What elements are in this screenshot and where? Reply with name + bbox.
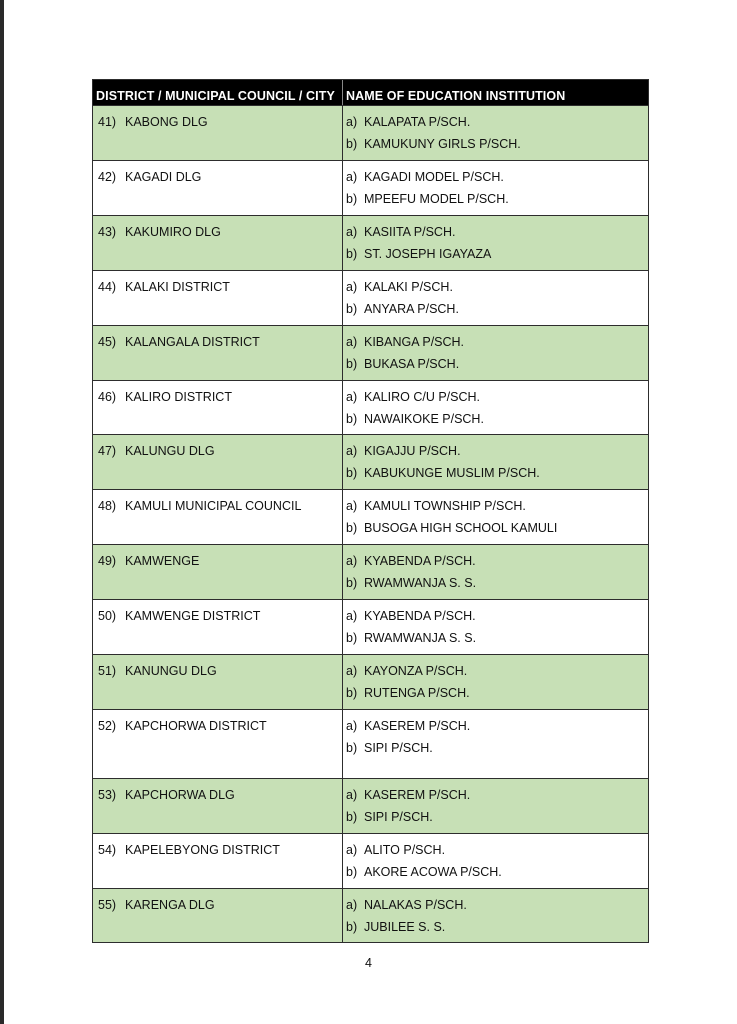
district-cell xyxy=(93,490,343,544)
institution-name: BUKASA P/SCH. xyxy=(364,357,460,371)
row-number: 44) xyxy=(98,280,117,294)
institution-name: KASIITA P/SCH. xyxy=(364,225,456,239)
table-row xyxy=(93,434,648,489)
district-name: KALIRO DISTRICT xyxy=(125,390,232,404)
table-row xyxy=(93,105,648,160)
table-row xyxy=(93,833,648,888)
institution-item xyxy=(343,788,648,810)
row-number: 55) xyxy=(98,898,117,912)
item-letter: b) xyxy=(346,865,358,879)
institution-item xyxy=(343,412,648,434)
institution-item xyxy=(343,444,648,466)
institution-cell xyxy=(343,161,648,215)
institution-item xyxy=(343,686,648,708)
page-number: 4 xyxy=(365,956,372,970)
institution-item xyxy=(343,898,648,920)
institution-cell xyxy=(343,490,648,544)
table-row xyxy=(93,544,648,599)
table-row xyxy=(93,215,648,270)
institution-cell xyxy=(343,326,648,380)
item-letter: a) xyxy=(346,170,358,184)
institution-item xyxy=(343,631,648,653)
district-cell xyxy=(93,545,343,599)
table-body xyxy=(93,105,648,942)
table-row xyxy=(93,654,648,709)
table-row xyxy=(93,325,648,380)
institution-item xyxy=(343,302,648,324)
institution-name: SIPI P/SCH. xyxy=(364,741,433,755)
institution-name: BUSOGA HIGH SCHOOL KAMULI xyxy=(364,521,558,535)
district-name: KANUNGU DLG xyxy=(125,664,217,678)
institution-item xyxy=(343,521,648,543)
item-letter: a) xyxy=(346,335,358,349)
row-number: 47) xyxy=(98,444,117,458)
district-cell xyxy=(93,106,343,160)
institution-name: ANYARA P/SCH. xyxy=(364,302,459,316)
district-cell xyxy=(93,381,343,434)
district-name: KAMULI MUNICIPAL COUNCIL xyxy=(125,499,302,513)
institution-name: MPEEFU MODEL P/SCH. xyxy=(364,192,509,206)
institution-cell xyxy=(343,779,648,833)
item-letter: b) xyxy=(346,137,358,151)
district-cell xyxy=(93,779,343,833)
institution-name: KASEREM P/SCH. xyxy=(364,788,471,802)
district-cell xyxy=(93,271,343,325)
institution-name: KALIRO C/U P/SCH. xyxy=(364,390,480,404)
institution-cell xyxy=(343,600,648,654)
item-letter: a) xyxy=(346,788,358,802)
row-number: 43) xyxy=(98,225,117,239)
institution-cell xyxy=(343,381,648,434)
institution-name: ST. JOSEPH IGAYAZA xyxy=(364,247,492,261)
row-number: 48) xyxy=(98,499,117,513)
item-letter: a) xyxy=(346,115,358,129)
institution-item xyxy=(343,865,648,887)
header-institution: NAME OF EDUCATION INSTITUTION xyxy=(346,89,566,103)
district-cell xyxy=(93,326,343,380)
institution-item xyxy=(343,357,648,379)
institution-name: AKORE ACOWA P/SCH. xyxy=(364,865,502,879)
table-header xyxy=(93,80,648,105)
institution-item xyxy=(343,576,648,598)
item-letter: b) xyxy=(346,920,358,934)
institution-item xyxy=(343,335,648,357)
item-letter: a) xyxy=(346,843,358,857)
institution-item xyxy=(343,466,648,488)
row-number: 49) xyxy=(98,554,117,568)
institution-item xyxy=(343,170,648,192)
institution-item xyxy=(343,664,648,686)
institution-name: KABUKUNGE MUSLIM P/SCH. xyxy=(364,466,540,480)
district-name: KAKUMIRO DLG xyxy=(125,225,221,239)
institution-item xyxy=(343,609,648,631)
institution-name: JUBILEE S. S. xyxy=(364,920,446,934)
district-cell xyxy=(93,161,343,215)
institution-cell xyxy=(343,271,648,325)
table-row xyxy=(93,380,648,434)
institution-name: KIBANGA P/SCH. xyxy=(364,335,465,349)
institution-name: NAWAIKOKE P/SCH. xyxy=(364,412,484,426)
item-letter: a) xyxy=(346,280,358,294)
institution-name: KAMULI TOWNSHIP P/SCH. xyxy=(364,499,526,513)
district-cell xyxy=(93,710,343,778)
institution-name: KYABENDA P/SCH. xyxy=(364,554,476,568)
table-row xyxy=(93,160,648,215)
district-name: KAPELEBYONG DISTRICT xyxy=(125,843,280,857)
district-cell xyxy=(93,435,343,489)
district-cell xyxy=(93,834,343,888)
institution-cell xyxy=(343,655,648,709)
item-letter: b) xyxy=(346,631,358,645)
institution-item xyxy=(343,390,648,412)
district-name: KALAKI DISTRICT xyxy=(125,280,230,294)
item-letter: b) xyxy=(346,810,358,824)
item-letter: b) xyxy=(346,576,358,590)
page-left-edge xyxy=(0,0,4,1024)
item-letter: a) xyxy=(346,609,358,623)
district-name: KAGADI DLG xyxy=(125,170,202,184)
item-letter: b) xyxy=(346,247,358,261)
institution-name: KAYONZA P/SCH. xyxy=(364,664,468,678)
institution-name: KALAKI P/SCH. xyxy=(364,280,453,294)
district-name: KABONG DLG xyxy=(125,115,208,129)
institution-item xyxy=(343,554,648,576)
row-number: 53) xyxy=(98,788,117,802)
item-letter: a) xyxy=(346,664,358,678)
institution-name: KAMUKUNY GIRLS P/SCH. xyxy=(364,137,521,151)
district-name: KALANGALA DISTRICT xyxy=(125,335,260,349)
district-cell xyxy=(93,600,343,654)
institution-item xyxy=(343,499,648,521)
institution-cell xyxy=(343,710,648,778)
institution-cell xyxy=(343,545,648,599)
district-cell xyxy=(93,216,343,270)
district-name: KAMWENGE DISTRICT xyxy=(125,609,261,623)
institution-cell xyxy=(343,834,648,888)
institution-name: NALAKAS P/SCH. xyxy=(364,898,467,912)
row-number: 41) xyxy=(98,115,117,129)
institution-name: KAGADI MODEL P/SCH. xyxy=(364,170,504,184)
institution-name: RWAMWANJA S. S. xyxy=(364,631,477,645)
row-number: 51) xyxy=(98,664,117,678)
item-letter: a) xyxy=(346,444,358,458)
institution-item xyxy=(343,843,648,865)
row-number: 46) xyxy=(98,390,117,404)
institution-item xyxy=(343,247,648,269)
institution-item xyxy=(343,115,648,137)
district-name: KAMWENGE xyxy=(125,554,200,568)
district-name: KAPCHORWA DISTRICT xyxy=(125,719,267,733)
table-row xyxy=(93,270,648,325)
institution-cell xyxy=(343,435,648,489)
item-letter: a) xyxy=(346,499,358,513)
institution-item xyxy=(343,192,648,214)
district-name: KAPCHORWA DLG xyxy=(125,788,235,802)
institution-item xyxy=(343,719,648,741)
item-letter: a) xyxy=(346,390,358,404)
item-letter: a) xyxy=(346,898,358,912)
institution-name: RWAMWANJA S. S. xyxy=(364,576,477,590)
table-row xyxy=(93,709,648,778)
district-cell xyxy=(93,655,343,709)
institution-name: KIGAJJU P/SCH. xyxy=(364,444,461,458)
district-name: KALUNGU DLG xyxy=(125,444,215,458)
table-row xyxy=(93,778,648,833)
institution-cell xyxy=(343,889,648,942)
institution-name: KYABENDA P/SCH. xyxy=(364,609,476,623)
institution-name: SIPI P/SCH. xyxy=(364,810,433,824)
row-number: 52) xyxy=(98,719,117,733)
institution-item xyxy=(343,225,648,247)
institution-cell xyxy=(343,106,648,160)
row-number: 50) xyxy=(98,609,117,623)
district-cell xyxy=(93,889,343,942)
row-number: 54) xyxy=(98,843,117,857)
table-row xyxy=(93,888,648,942)
item-letter: a) xyxy=(346,225,358,239)
item-letter: b) xyxy=(346,357,358,371)
district-name: KARENGA DLG xyxy=(125,898,215,912)
institution-item xyxy=(343,741,648,763)
item-letter: b) xyxy=(346,521,358,535)
table-row xyxy=(93,489,648,544)
item-letter: a) xyxy=(346,719,358,733)
item-letter: b) xyxy=(346,302,358,316)
institution-item xyxy=(343,137,648,159)
item-letter: b) xyxy=(346,192,358,206)
item-letter: b) xyxy=(346,466,358,480)
header-district: DISTRICT / MUNICIPAL COUNCIL / CITY xyxy=(93,80,343,105)
row-number: 45) xyxy=(98,335,117,349)
institution-name: ALITO P/SCH. xyxy=(364,843,446,857)
table-row xyxy=(93,599,648,654)
item-letter: b) xyxy=(346,412,358,426)
row-number: 42) xyxy=(98,170,117,184)
institution-item xyxy=(343,920,648,942)
education-institutions-table xyxy=(92,79,649,943)
item-letter: a) xyxy=(346,554,358,568)
institution-item xyxy=(343,810,648,832)
item-letter: b) xyxy=(346,741,358,755)
institution-cell xyxy=(343,216,648,270)
item-letter: b) xyxy=(346,686,358,700)
institution-name: KALAPATA P/SCH. xyxy=(364,115,471,129)
institution-name: RUTENGA P/SCH. xyxy=(364,686,470,700)
institution-item xyxy=(343,280,648,302)
institution-name: KASEREM P/SCH. xyxy=(364,719,471,733)
